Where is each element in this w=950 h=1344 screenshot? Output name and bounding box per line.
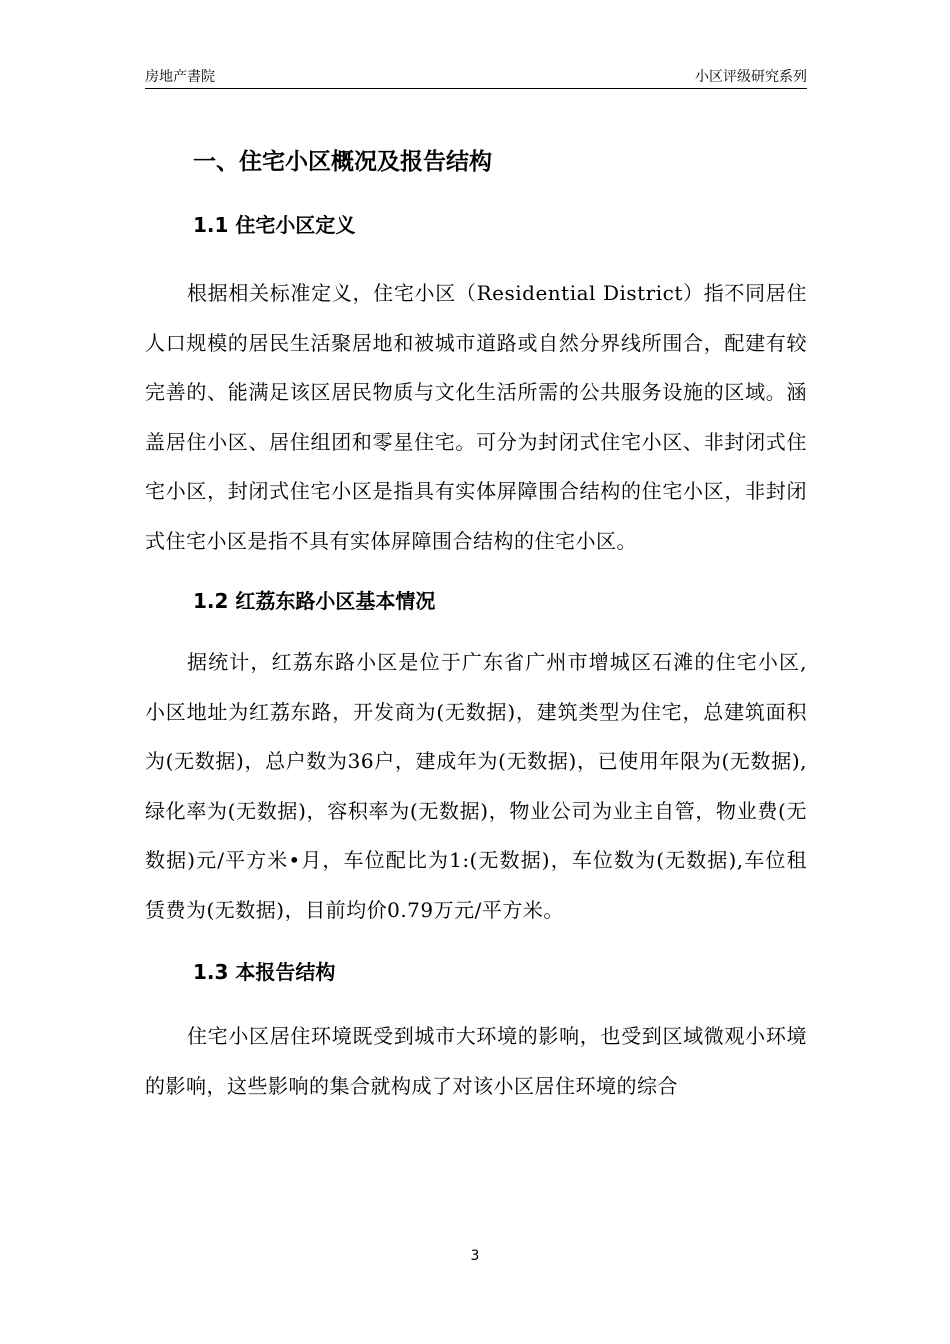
section-title: 一、住宅小区概况及报告结构 <box>193 149 492 175</box>
subsection-title-2: 1.2 红荔东路小区基本情况 <box>193 589 436 613</box>
subsection-title-1: 1.1 住宅小区定义 <box>193 213 356 237</box>
paragraph-report-structure: 住宅小区居住环境既受到城市大环境的影响，也受到区域微观小环境的影响，这些影响的集合就构成了对该小区居住环境的综合 <box>145 1024 807 1098</box>
header-publisher: 房地产書院 <box>145 69 215 85</box>
paragraph-definition: 根据相关标准定义，住宅小区（Residential District）指不同居住人口规模的居民生活聚居地和被城市道路或自然分界线所围合，配建有较完善的、能满足该区居民物质与文化生活所需的公共服务设施的区域。涵盖居住小区、居住组团和零星住宅。可分为封闭式住宅小区、非封闭式住宅小区，封闭式住宅小区是指具有实体屏障围合结构的住宅小区，非封闭式住宅小区是指不具有实体屏障围合结构的住宅小区。 <box>145 281 807 553</box>
page-content <box>145 140 807 1111</box>
page-header <box>145 64 807 89</box>
header-series: 小区评级研究系列 <box>695 69 807 85</box>
page-number: 3 <box>470 1248 480 1264</box>
paragraph-basic-info: 据统计，红荔东路小区是位于广东省广州市增城区石滩的住宅小区,小区地址为红荔东路，开发商为(无数据)，建筑类型为住宅，总建筑面积为(无数据)，总户数为36户，建成年为(无数据)，已使用年限为(无数据),绿化率为(无数据)，容积率为(无数据)，物业公司为业主自管，物业费(无数据)元/平方米•月，车位配比为1:(无数据)，车位数为(无数据),车位租赁费为(无数据)，目前均价0.79万元/平方米。 <box>145 650 807 922</box>
subsection-title-3: 1.3 本报告结构 <box>193 960 336 984</box>
